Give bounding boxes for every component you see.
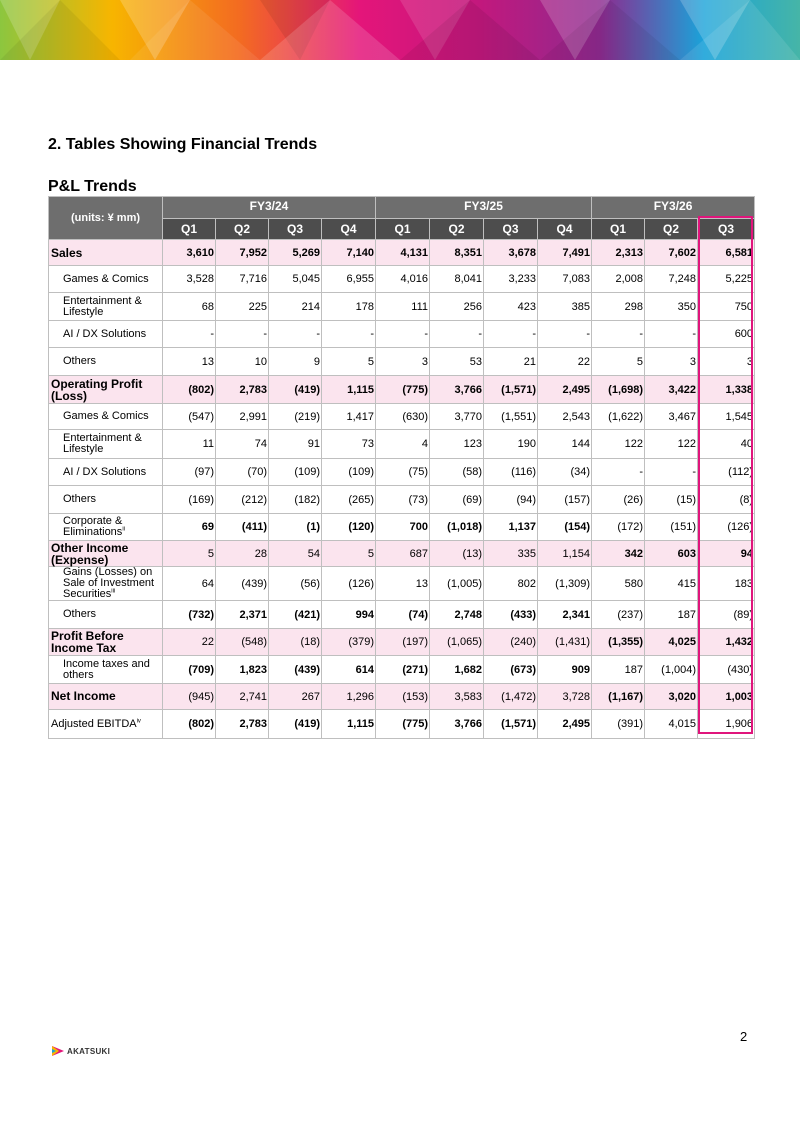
row-label-text: AI / DX Solutions — [63, 327, 147, 340]
company-logo — [52, 1046, 110, 1056]
value-cell: (109) — [269, 459, 322, 486]
value-cell: (1,431) — [538, 629, 592, 656]
row-label — [49, 710, 163, 739]
value-cell: (172) — [592, 514, 645, 541]
value-cell: (69) — [430, 486, 484, 514]
value-cell: 4,015 — [645, 710, 698, 739]
table-row — [49, 404, 755, 430]
value-cell: (419) — [269, 376, 322, 404]
units-header: (units: ¥ mm) — [49, 197, 163, 240]
value-cell: (945) — [163, 684, 216, 710]
value-cell: 5 — [592, 348, 645, 376]
value-cell: - — [376, 321, 430, 348]
value-cell: 802 — [484, 567, 538, 601]
value-cell: 21 — [484, 348, 538, 376]
value-cell: - — [163, 321, 216, 348]
row-label — [49, 430, 163, 459]
value-cell: 1,137 — [484, 514, 538, 541]
value-cell: 4,025 — [645, 629, 698, 656]
table-row — [49, 430, 755, 459]
value-cell: 1,115 — [322, 376, 376, 404]
value-cell: 123 — [430, 430, 484, 459]
row-label-text: Income taxes and others — [63, 657, 150, 681]
value-cell: - — [538, 321, 592, 348]
value-cell: (74) — [376, 601, 430, 629]
value-cell: (775) — [376, 376, 430, 404]
value-cell: 6,581 — [698, 240, 755, 266]
quarter-header: Q2 — [430, 219, 484, 240]
row-label — [49, 459, 163, 486]
fiscal-year-header: FY3/25 — [376, 197, 592, 219]
footnote-marker: iii — [111, 588, 116, 595]
value-cell: 1,296 — [322, 684, 376, 710]
value-cell: (673) — [484, 656, 538, 684]
value-cell: - — [645, 321, 698, 348]
value-cell: 183 — [698, 567, 755, 601]
row-label — [49, 293, 163, 321]
row-label-text: Sales — [51, 245, 83, 260]
value-cell: 614 — [322, 656, 376, 684]
value-cell: (182) — [269, 486, 322, 514]
value-cell: 122 — [592, 430, 645, 459]
value-cell: (439) — [269, 656, 322, 684]
value-cell: 2,008 — [592, 266, 645, 293]
table-row — [49, 266, 755, 293]
value-cell: (97) — [163, 459, 216, 486]
value-cell: 1,417 — [322, 404, 376, 430]
value-cell: 3,766 — [430, 710, 484, 739]
value-cell: 580 — [592, 567, 645, 601]
value-cell: 3,766 — [430, 376, 484, 404]
row-label-text: Profit Before Income Tax — [51, 629, 124, 655]
row-label-text: Net Income — [51, 689, 116, 703]
value-cell: 7,491 — [538, 240, 592, 266]
value-cell: (709) — [163, 656, 216, 684]
value-cell: 4,016 — [376, 266, 430, 293]
value-cell: (1) — [269, 514, 322, 541]
value-cell: (775) — [376, 710, 430, 739]
row-label — [49, 348, 163, 376]
quarter-header: Q1 — [376, 219, 430, 240]
value-cell: (1,018) — [430, 514, 484, 541]
value-cell: 13 — [163, 348, 216, 376]
value-cell: (153) — [376, 684, 430, 710]
value-cell: 1,906 — [698, 710, 755, 739]
row-label — [49, 567, 163, 601]
value-cell: 2,341 — [538, 601, 592, 629]
row-label-text: AI / DX Solutions — [63, 465, 147, 478]
value-cell: (240) — [484, 629, 538, 656]
value-cell: 5,269 — [269, 240, 322, 266]
value-cell: (271) — [376, 656, 430, 684]
value-cell: (219) — [269, 404, 322, 430]
value-cell: 10 — [216, 348, 269, 376]
value-cell: (73) — [376, 486, 430, 514]
value-cell: (1,004) — [645, 656, 698, 684]
value-cell: (126) — [698, 514, 755, 541]
value-cell: 5,225 — [698, 266, 755, 293]
value-cell: - — [216, 321, 269, 348]
value-cell: (1,698) — [592, 376, 645, 404]
table-row — [49, 240, 755, 266]
quarter-header: Q2 — [216, 219, 269, 240]
value-cell: 415 — [645, 567, 698, 601]
value-cell: 3,467 — [645, 404, 698, 430]
row-label — [49, 404, 163, 430]
value-cell: 2,748 — [430, 601, 484, 629]
value-cell: 1,154 — [538, 541, 592, 567]
row-label — [49, 656, 163, 684]
fiscal-year-header: FY3/26 — [592, 197, 755, 219]
row-label — [49, 321, 163, 348]
value-cell: 1,338 — [698, 376, 755, 404]
value-cell: (151) — [645, 514, 698, 541]
value-cell: 2,783 — [216, 376, 269, 404]
value-cell: 3,770 — [430, 404, 484, 430]
value-cell: 600 — [698, 321, 755, 348]
value-cell: - — [322, 321, 376, 348]
pl-table-body — [49, 240, 755, 739]
value-cell: 7,248 — [645, 266, 698, 293]
value-cell: (112) — [698, 459, 755, 486]
value-cell: 1,432 — [698, 629, 755, 656]
value-cell: 3 — [376, 348, 430, 376]
value-cell: (421) — [269, 601, 322, 629]
table-row — [49, 459, 755, 486]
value-cell: 1,823 — [216, 656, 269, 684]
value-cell: 111 — [376, 293, 430, 321]
value-cell: 187 — [645, 601, 698, 629]
value-cell: 2,495 — [538, 376, 592, 404]
row-label — [49, 240, 163, 266]
value-cell: 214 — [269, 293, 322, 321]
value-cell: 3,678 — [484, 240, 538, 266]
table-title: P&L Trends — [48, 178, 137, 195]
value-cell: (1,571) — [484, 376, 538, 404]
value-cell: 750 — [698, 293, 755, 321]
value-cell: (548) — [216, 629, 269, 656]
value-cell: (411) — [216, 514, 269, 541]
logo-text: AKATSUKI — [67, 1046, 111, 1056]
value-cell: (94) — [484, 486, 538, 514]
value-cell: 2,371 — [216, 601, 269, 629]
quarter-header: Q3 — [269, 219, 322, 240]
value-cell: 2,783 — [216, 710, 269, 739]
value-cell: (58) — [430, 459, 484, 486]
value-cell: - — [592, 459, 645, 486]
table-row — [49, 376, 755, 404]
value-cell: 1,003 — [698, 684, 755, 710]
value-cell: (109) — [322, 459, 376, 486]
row-label-text: Gains (Losses) on Sale of Investment Securities — [63, 566, 155, 600]
value-cell: (1,309) — [538, 567, 592, 601]
value-cell: 3,610 — [163, 240, 216, 266]
value-cell: 1,682 — [430, 656, 484, 684]
value-cell: 64 — [163, 567, 216, 601]
value-cell: 3 — [645, 348, 698, 376]
value-cell: (237) — [592, 601, 645, 629]
value-cell: (197) — [376, 629, 430, 656]
value-cell: - — [269, 321, 322, 348]
value-cell: 687 — [376, 541, 430, 567]
value-cell: 178 — [322, 293, 376, 321]
value-cell: (34) — [538, 459, 592, 486]
quarter-header: Q2 — [645, 219, 698, 240]
row-label-text: Games & Comics — [63, 272, 149, 285]
value-cell: 7,716 — [216, 266, 269, 293]
value-cell: 69 — [163, 514, 216, 541]
value-cell: 187 — [592, 656, 645, 684]
value-cell: (630) — [376, 404, 430, 430]
value-cell: 3,728 — [538, 684, 592, 710]
value-cell: (15) — [645, 486, 698, 514]
value-cell: (169) — [163, 486, 216, 514]
pl-trends-table — [48, 196, 755, 739]
value-cell: (154) — [538, 514, 592, 541]
row-label — [49, 376, 163, 404]
value-cell: 7,083 — [538, 266, 592, 293]
value-cell: 122 — [645, 430, 698, 459]
footnote-marker: iv — [136, 717, 141, 724]
value-cell: 1,545 — [698, 404, 755, 430]
value-cell: 2,313 — [592, 240, 645, 266]
value-cell: (13) — [430, 541, 484, 567]
value-cell: (439) — [216, 567, 269, 601]
value-cell: 335 — [484, 541, 538, 567]
value-cell: (212) — [216, 486, 269, 514]
value-cell: 9 — [269, 348, 322, 376]
value-cell: (802) — [163, 376, 216, 404]
value-cell: (1,005) — [430, 567, 484, 601]
row-label-text: Others — [63, 608, 97, 620]
quarter-header: Q3 — [698, 219, 755, 240]
value-cell: 91 — [269, 430, 322, 459]
row-label-text: Others — [63, 493, 97, 505]
value-cell: (26) — [592, 486, 645, 514]
value-cell: (732) — [163, 601, 216, 629]
value-cell: 342 — [592, 541, 645, 567]
value-cell: 8,351 — [430, 240, 484, 266]
value-cell: 3,422 — [645, 376, 698, 404]
row-label — [49, 629, 163, 656]
table-row — [49, 656, 755, 684]
value-cell: 73 — [322, 430, 376, 459]
value-cell: 298 — [592, 293, 645, 321]
value-cell: 5 — [163, 541, 216, 567]
value-cell: - — [645, 459, 698, 486]
value-cell: (265) — [322, 486, 376, 514]
quarter-header: Q4 — [538, 219, 592, 240]
row-label-text: Corporate & Eliminations — [63, 515, 123, 538]
value-cell: 4,131 — [376, 240, 430, 266]
value-cell: 256 — [430, 293, 484, 321]
decorative-banner — [0, 0, 800, 60]
value-cell: 2,543 — [538, 404, 592, 430]
value-cell: (430) — [698, 656, 755, 684]
value-cell: 1,115 — [322, 710, 376, 739]
footnote-marker: ii — [122, 526, 125, 533]
value-cell: (547) — [163, 404, 216, 430]
value-cell: 54 — [269, 541, 322, 567]
value-cell: 994 — [322, 601, 376, 629]
row-label-text: Others — [63, 355, 97, 367]
value-cell: 350 — [645, 293, 698, 321]
table-row — [49, 601, 755, 629]
row-label — [49, 684, 163, 710]
value-cell: (18) — [269, 629, 322, 656]
table-row — [49, 514, 755, 541]
value-cell: (419) — [269, 710, 322, 739]
value-cell: 11 — [163, 430, 216, 459]
value-cell: 68 — [163, 293, 216, 321]
value-cell: 22 — [538, 348, 592, 376]
value-cell: 2,741 — [216, 684, 269, 710]
value-cell: (56) — [269, 567, 322, 601]
value-cell: 4 — [376, 430, 430, 459]
value-cell: 267 — [269, 684, 322, 710]
page-number: 2 — [740, 1029, 748, 1044]
value-cell: (8) — [698, 486, 755, 514]
value-cell: (391) — [592, 710, 645, 739]
value-cell: 5 — [322, 348, 376, 376]
value-cell: (379) — [322, 629, 376, 656]
value-cell: - — [430, 321, 484, 348]
row-label-text: Adjusted EBITDA — [51, 717, 137, 730]
value-cell: (126) — [322, 567, 376, 601]
table-row — [49, 684, 755, 710]
value-cell: 2,495 — [538, 710, 592, 739]
value-cell: 7,602 — [645, 240, 698, 266]
value-cell: 22 — [163, 629, 216, 656]
value-cell: 3,583 — [430, 684, 484, 710]
value-cell: (1,472) — [484, 684, 538, 710]
value-cell: 385 — [538, 293, 592, 321]
value-cell: (1,065) — [430, 629, 484, 656]
value-cell: (433) — [484, 601, 538, 629]
row-label-text: Operating Profit (Loss) — [51, 376, 143, 403]
row-label-text: Games & Comics — [63, 410, 149, 422]
value-cell: 603 — [645, 541, 698, 567]
value-cell: 909 — [538, 656, 592, 684]
value-cell: 8,041 — [430, 266, 484, 293]
table-row — [49, 486, 755, 514]
value-cell: 144 — [538, 430, 592, 459]
value-cell: 3,020 — [645, 684, 698, 710]
section-title: 2. Tables Showing Financial Trends — [48, 136, 318, 153]
quarter-header: Q1 — [163, 219, 216, 240]
value-cell: - — [484, 321, 538, 348]
value-cell: 700 — [376, 514, 430, 541]
quarter-header: Q1 — [592, 219, 645, 240]
table-row — [49, 348, 755, 376]
row-label — [49, 541, 163, 567]
table-row — [49, 567, 755, 601]
table-row — [49, 541, 755, 567]
value-cell: 2,991 — [216, 404, 269, 430]
row-label — [49, 486, 163, 514]
value-cell: 6,955 — [322, 266, 376, 293]
table-row — [49, 710, 755, 739]
logo-mark-icon — [52, 1046, 64, 1056]
value-cell: 7,952 — [216, 240, 269, 266]
value-cell: (1,551) — [484, 404, 538, 430]
value-cell: 3 — [698, 348, 755, 376]
value-cell: 423 — [484, 293, 538, 321]
value-cell: (1,355) — [592, 629, 645, 656]
value-cell: 94 — [698, 541, 755, 567]
value-cell: 3,528 — [163, 266, 216, 293]
value-cell: (802) — [163, 710, 216, 739]
value-cell: 28 — [216, 541, 269, 567]
value-cell: 7,140 — [322, 240, 376, 266]
table-row — [49, 629, 755, 656]
row-label-text: Entertainment & Lifestyle — [63, 432, 142, 455]
value-cell: - — [592, 321, 645, 348]
row-label — [49, 266, 163, 293]
value-cell: 13 — [376, 567, 430, 601]
value-cell: 190 — [484, 430, 538, 459]
value-cell: 74 — [216, 430, 269, 459]
value-cell: (89) — [698, 601, 755, 629]
row-label — [49, 601, 163, 629]
table-row — [49, 293, 755, 321]
value-cell: (120) — [322, 514, 376, 541]
value-cell: (157) — [538, 486, 592, 514]
value-cell: (70) — [216, 459, 269, 486]
row-label-text: Other Income (Expense) — [51, 540, 129, 567]
table-row — [49, 321, 755, 348]
value-cell: 5 — [322, 541, 376, 567]
quarter-header: Q4 — [322, 219, 376, 240]
value-cell: (1,571) — [484, 710, 538, 739]
value-cell: (1,167) — [592, 684, 645, 710]
value-cell: (1,622) — [592, 404, 645, 430]
quarter-header: Q3 — [484, 219, 538, 240]
fiscal-year-header: FY3/24 — [163, 197, 376, 219]
value-cell: 5,045 — [269, 266, 322, 293]
value-cell: 3,233 — [484, 266, 538, 293]
value-cell: 40 — [698, 430, 755, 459]
value-cell: 225 — [216, 293, 269, 321]
value-cell: (75) — [376, 459, 430, 486]
value-cell: 53 — [430, 348, 484, 376]
value-cell: (116) — [484, 459, 538, 486]
row-label — [49, 514, 163, 541]
row-label-text: Entertainment & Lifestyle — [63, 294, 142, 318]
